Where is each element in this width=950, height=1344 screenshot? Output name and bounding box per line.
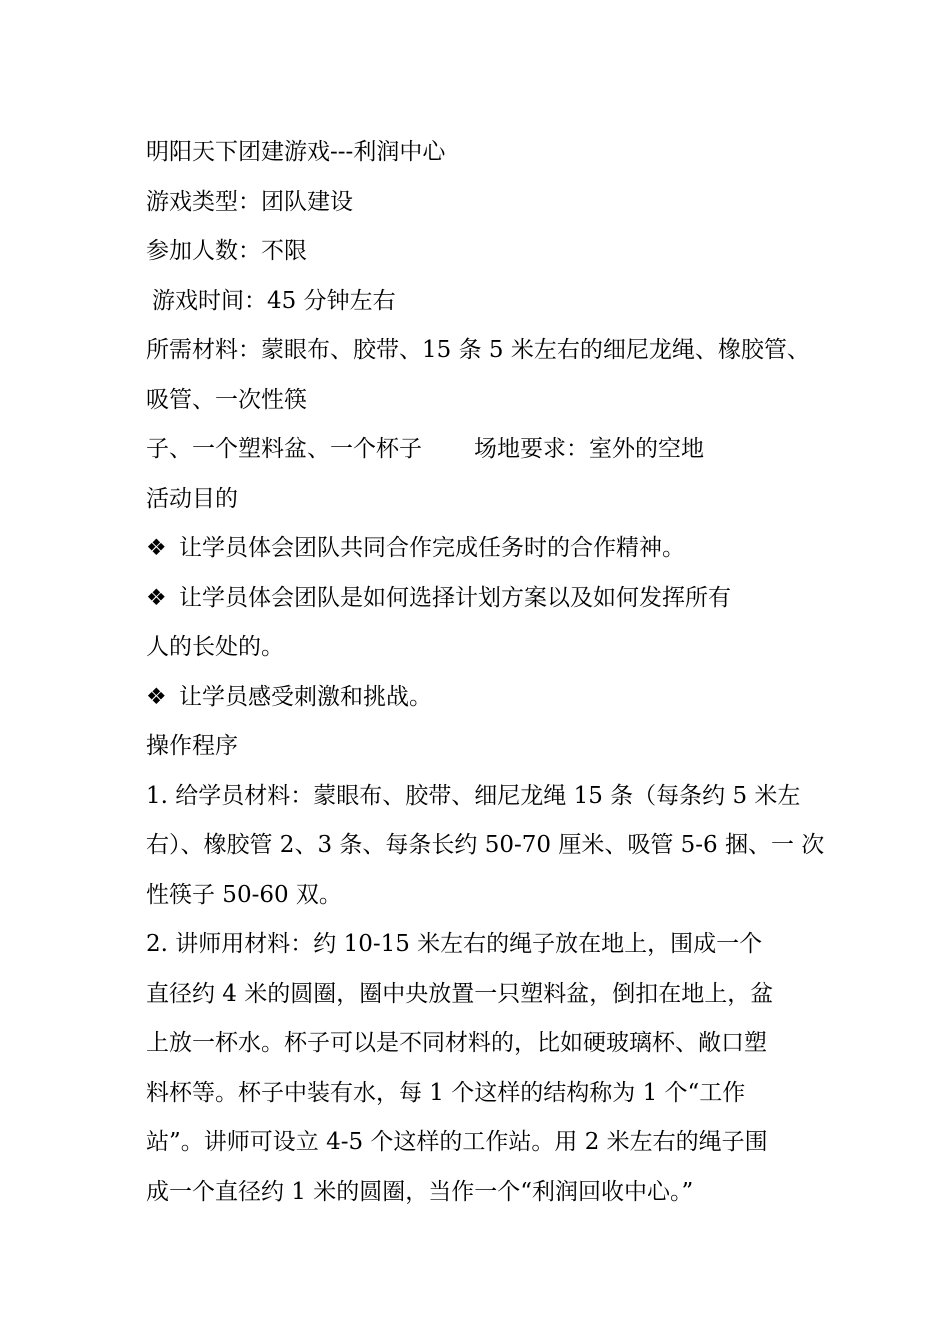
materials-line-3: 子、一个塑料盆、一个杯子 [146, 436, 422, 462]
purpose-item-2 [146, 574, 826, 624]
procedure-heading: 操作程序 [146, 733, 238, 759]
bullet-diamond-icon: ❖ [146, 535, 167, 561]
step-1-line-3: 性筷子 50-60 双。 [146, 881, 342, 908]
step-2-line-3: 上放一杯水。杯子可以是不同材料的，比如硬玻璃杯、敞口塑 [146, 1030, 767, 1056]
purpose-item-1-text: 让学员体会团队共同合作完成任务时的合作精神。 [179, 535, 685, 561]
purpose-heading: 活动目的 [146, 485, 238, 512]
step-2-line-5: 站”。讲师可设立 4-5 个这样的工作站。用 2 米左右的绳子围 [146, 1129, 768, 1155]
bullet-diamond-icon: ❖ [146, 683, 167, 710]
purpose-item-1 [146, 524, 826, 574]
materials-venue-line [146, 425, 826, 475]
step-2-line-6: 成一个直径约 1 米的圆圈，当作一个“利润回收中心。” [146, 1178, 694, 1205]
step-1-line-2: 右）、橡胶管 2、3 条、每条长约 50-70 厘米、吸管 5-6 捆、一 次 [146, 832, 825, 858]
purpose-item-2-text: 让学员体会团队是如何选择计划方案以及如何发挥所有 [179, 584, 731, 611]
step-2-line-2: 直径约 4 米的圆圈，圈中央放置一只塑料盆，倒扣在地上，盆 [146, 980, 774, 1007]
step-1-line-1: 1. 给学员材料：蒙眼布、胶带、细尼龙绳 15 条（每条约 5 米左 [146, 782, 801, 809]
purpose-item-3-text: 让学员感受刺激和挑战。 [179, 683, 432, 710]
document-body [146, 128, 826, 1217]
participants: 参加人数：不限 [146, 238, 307, 264]
step-2-line-1: 2. 讲师用材料：约 10-15 米左右的绳子放在地上，围成一个 [146, 931, 763, 957]
game-type: 游戏类型：团队建设 [146, 188, 353, 215]
step-2-line-4: 料杯等。杯子中装有水，每 1 个这样的结构称为 1 个“工作 [146, 1079, 746, 1106]
purpose-item-3 [146, 673, 826, 723]
materials-line-1: 所需材料：蒙眼布、胶带、15 条 5 米左右的细尼龙绳、橡胶管、 [146, 337, 810, 363]
venue-requirement: 场地要求：室外的空地 [474, 436, 704, 462]
purpose-item-2-continued: 人的长处的。 [146, 634, 284, 660]
document-title: 明阳天下团建游戏---利润中心 [146, 139, 446, 165]
materials-line-2: 吸管、一次性筷 [146, 386, 307, 413]
bullet-diamond-icon: ❖ [146, 584, 167, 611]
duration: 游戏时间：45 分钟左右 [152, 287, 396, 314]
